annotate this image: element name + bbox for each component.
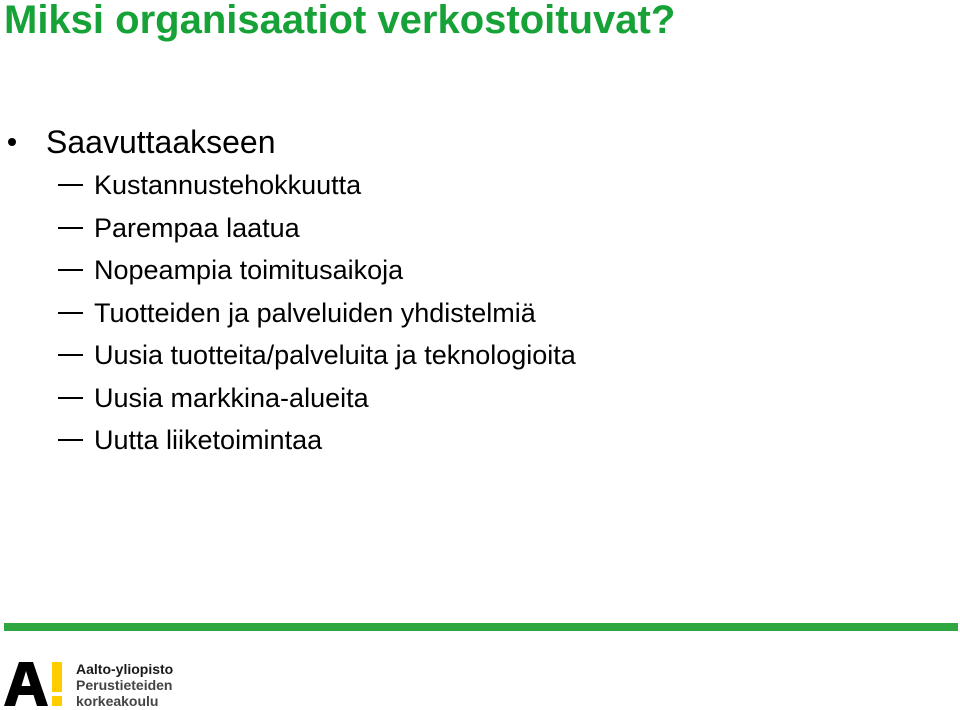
bullet-item-main xyxy=(0,122,900,162)
dash-icon xyxy=(58,397,83,399)
bullet-dot-icon xyxy=(8,138,16,146)
sub-bullet-item xyxy=(0,252,900,295)
sub-bullet-text: Uutta liiketoimintaa xyxy=(94,425,323,455)
logo-line-university: Aalto-yliopisto xyxy=(76,661,174,677)
sub-bullet-item xyxy=(0,337,900,380)
dash-icon xyxy=(58,439,83,441)
dash-icon xyxy=(58,312,83,314)
logo-text xyxy=(76,661,173,709)
bullet-text: Saavuttaakseen xyxy=(46,124,276,160)
sub-bullet-item xyxy=(0,380,900,423)
sub-bullet-list xyxy=(0,167,900,465)
footer-divider xyxy=(4,623,958,631)
aalto-a-logo-icon xyxy=(4,660,66,706)
sub-bullet-text: Parempaa laatua xyxy=(94,212,300,243)
slide-title: Miksi organisaatiot verkostoituvat? xyxy=(4,0,676,42)
sub-bullet-text: Tuotteiden ja palveluiden yhdistelmiä xyxy=(94,297,536,328)
dash-icon xyxy=(58,227,83,229)
sub-bullet-item xyxy=(0,422,900,465)
sub-bullet-item xyxy=(0,210,900,253)
sub-bullet-item xyxy=(0,167,900,210)
aalto-logo xyxy=(4,660,204,710)
sub-bullet-text: Uusia markkina-alueita xyxy=(94,382,369,413)
sub-bullet-text: Kustannustehokkuutta xyxy=(94,170,362,200)
dash-icon xyxy=(58,269,83,271)
logo-line-school-suffix: korkeakoulu xyxy=(76,693,159,709)
sub-bullet-text: Nopeampia toimitusaikoja xyxy=(94,255,404,285)
logo-line-school: Perustieteiden xyxy=(76,677,173,693)
dash-icon xyxy=(58,354,83,356)
sub-bullet-item xyxy=(0,295,900,338)
sub-bullet-text: Uusia tuotteita/palveluita ja teknologioita xyxy=(94,340,576,370)
dash-icon xyxy=(58,184,83,186)
